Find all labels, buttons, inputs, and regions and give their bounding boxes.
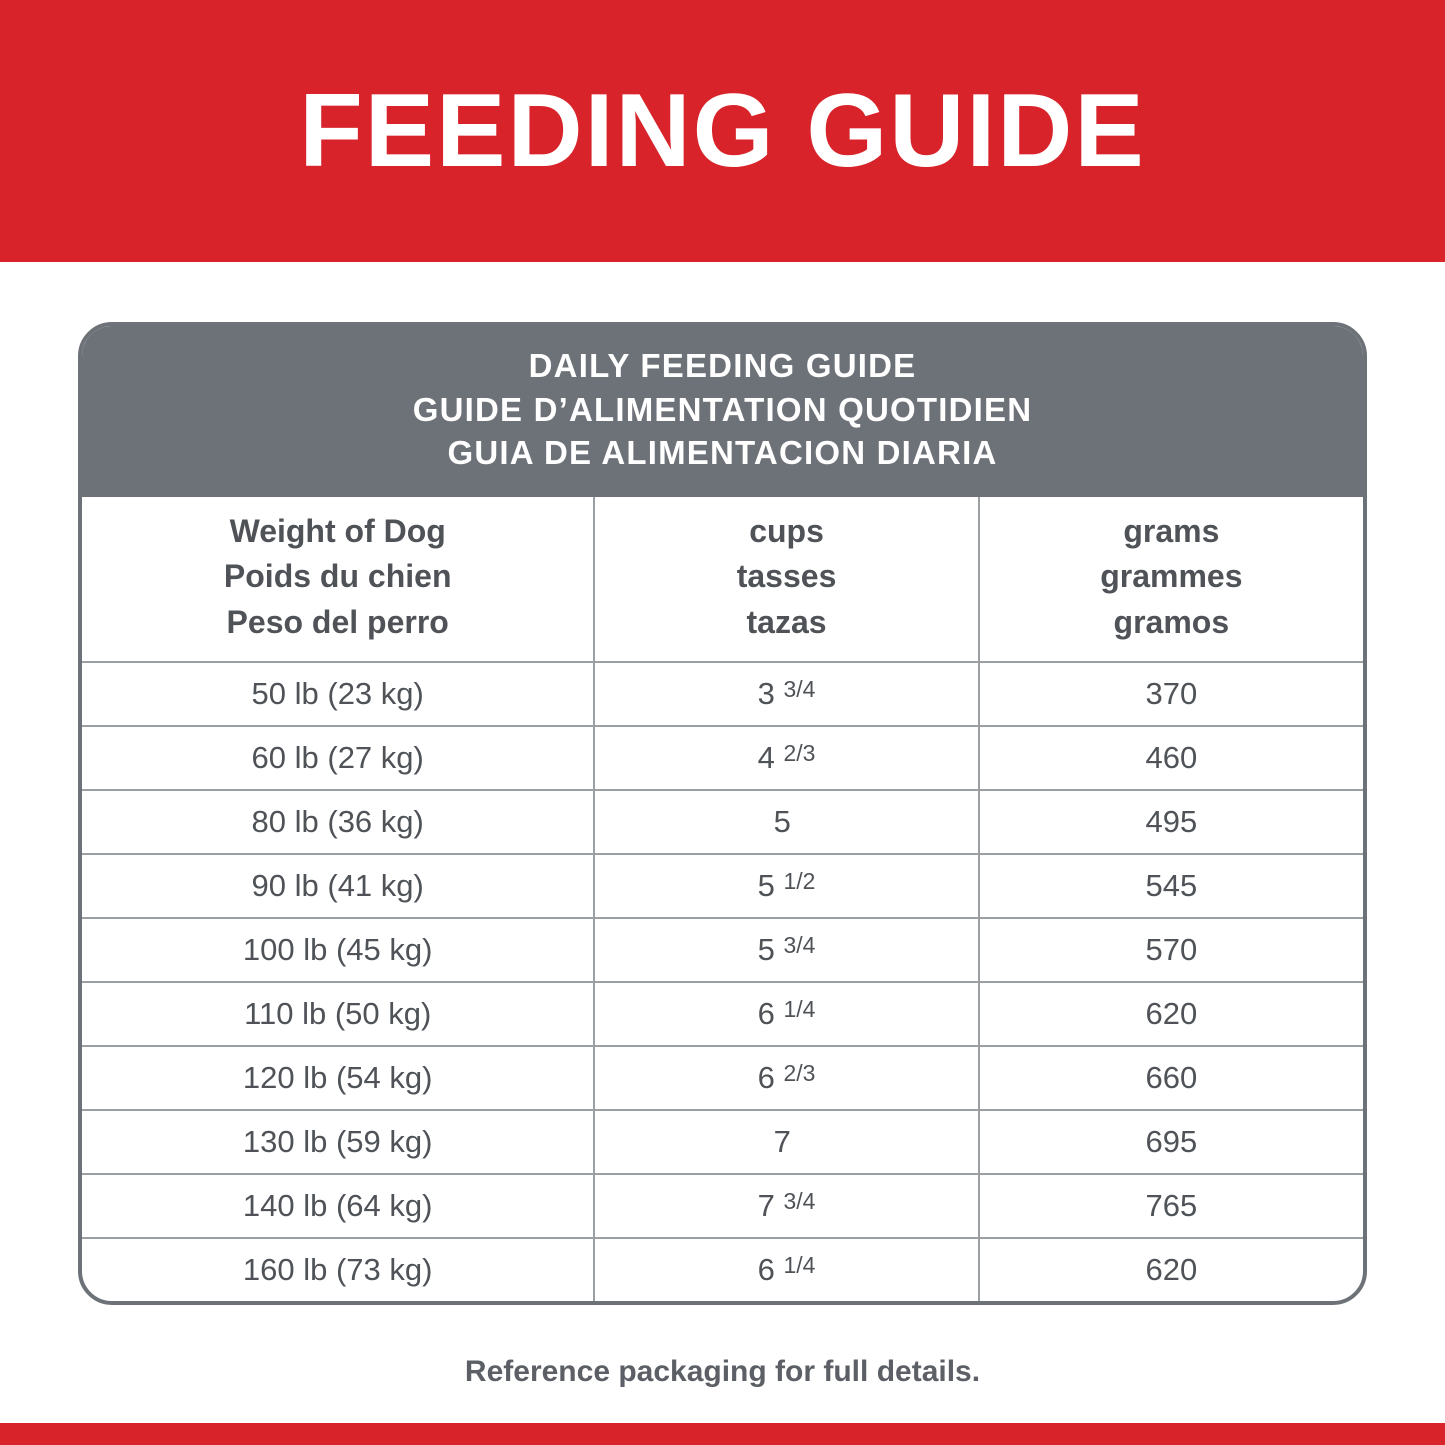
cups-fraction: 1/4	[783, 996, 816, 1023]
cell-cups	[594, 1174, 978, 1238]
cell-weight: 80 lb (36 kg)	[82, 790, 594, 854]
cell-grams: 765	[979, 1174, 1363, 1238]
cups-fraction: 3/4	[783, 1188, 816, 1215]
cell-weight: 90 lb (41 kg)	[82, 854, 594, 918]
cell-grams: 695	[979, 1110, 1363, 1174]
cell-weight: 110 lb (50 kg)	[82, 982, 594, 1046]
column-header-grams-en: grams	[1123, 512, 1220, 549]
cell-cups	[594, 726, 978, 790]
column-header-weight-en: Weight of Dog	[229, 512, 446, 549]
cups-whole: 4	[757, 739, 775, 775]
cell-cups	[594, 854, 978, 918]
table-row	[82, 1174, 1363, 1238]
table-header-row	[82, 497, 1363, 662]
cell-grams: 545	[979, 854, 1363, 918]
column-header-weight	[82, 497, 594, 662]
cups-whole: 5	[773, 803, 791, 839]
table-row	[82, 662, 1363, 726]
cups-whole: 6	[757, 995, 775, 1031]
cups-fraction: 2/3	[783, 740, 816, 767]
cell-grams: 660	[979, 1046, 1363, 1110]
table-row	[82, 918, 1363, 982]
cell-weight: 160 lb (73 kg)	[82, 1238, 594, 1301]
table-row	[82, 854, 1363, 918]
cell-cups	[594, 1046, 978, 1110]
cups-whole: 7	[757, 1187, 775, 1223]
cell-grams: 620	[979, 982, 1363, 1046]
cell-cups	[594, 1110, 978, 1174]
footnote: Reference packaging for full details.	[464, 1355, 981, 1388]
cups-whole: 5	[757, 931, 775, 967]
cups-whole: 6	[757, 1251, 775, 1287]
cups-fraction: 3/4	[783, 932, 816, 959]
cell-grams: 620	[979, 1238, 1363, 1301]
header-line-es: GUIA DE ALIMENTACION DIARIA	[447, 434, 998, 472]
table-row	[82, 982, 1363, 1046]
cell-weight: 130 lb (59 kg)	[82, 1110, 594, 1174]
cell-cups	[594, 662, 978, 726]
cell-grams: 570	[979, 918, 1363, 982]
column-header-grams-es: gramos	[1113, 603, 1230, 640]
header-line-en: DAILY FEEDING GUIDE	[528, 347, 917, 384]
cups-fraction: 2/3	[783, 1060, 816, 1087]
column-header-weight-fr: Poids du chien	[223, 558, 452, 595]
cell-cups	[594, 1238, 978, 1301]
cups-whole: 7	[773, 1123, 791, 1159]
cups-whole: 3	[757, 675, 775, 711]
cell-weight: 100 lb (45 kg)	[82, 918, 594, 982]
feeding-table	[82, 497, 1363, 1301]
column-header-weight-es: Peso del perro	[226, 603, 449, 640]
cell-cups	[594, 982, 978, 1046]
table-row	[82, 1238, 1363, 1301]
cell-cups	[594, 790, 978, 854]
column-header-cups-en: cups	[749, 512, 824, 549]
column-header-grams-fr: grammes	[1100, 558, 1243, 595]
cups-fraction: 3/4	[783, 676, 816, 703]
cups-fraction: 1/4	[783, 1252, 816, 1279]
cups-whole: 5	[757, 867, 775, 903]
cell-weight: 140 lb (64 kg)	[82, 1174, 594, 1238]
cell-weight: 50 lb (23 kg)	[82, 662, 594, 726]
page-title: FEEDING GUIDE	[299, 73, 1146, 189]
feeding-guide-banner	[0, 0, 1445, 262]
column-header-cups-es: tazas	[746, 603, 827, 640]
card-header	[82, 326, 1363, 497]
header-line-fr: GUIDE D’ALIMENTATION QUOTIDIEN	[412, 390, 1033, 428]
bottom-red-strip	[0, 1423, 1445, 1445]
table-body	[82, 662, 1363, 1301]
table-row	[82, 1046, 1363, 1110]
cell-grams: 370	[979, 662, 1363, 726]
table-row	[82, 790, 1363, 854]
table-row	[82, 1110, 1363, 1174]
column-header-cups	[594, 497, 978, 662]
cell-weight: 60 lb (27 kg)	[82, 726, 594, 790]
table-row	[82, 726, 1363, 790]
cups-fraction: 1/2	[783, 868, 816, 895]
cell-weight: 120 lb (54 kg)	[82, 1046, 594, 1110]
cell-grams: 460	[979, 726, 1363, 790]
cell-grams: 495	[979, 790, 1363, 854]
cups-whole: 6	[757, 1059, 775, 1095]
column-header-grams	[979, 497, 1363, 662]
cell-cups	[594, 918, 978, 982]
daily-feeding-guide-card	[78, 322, 1367, 1305]
column-header-cups-fr: tasses	[736, 558, 837, 595]
